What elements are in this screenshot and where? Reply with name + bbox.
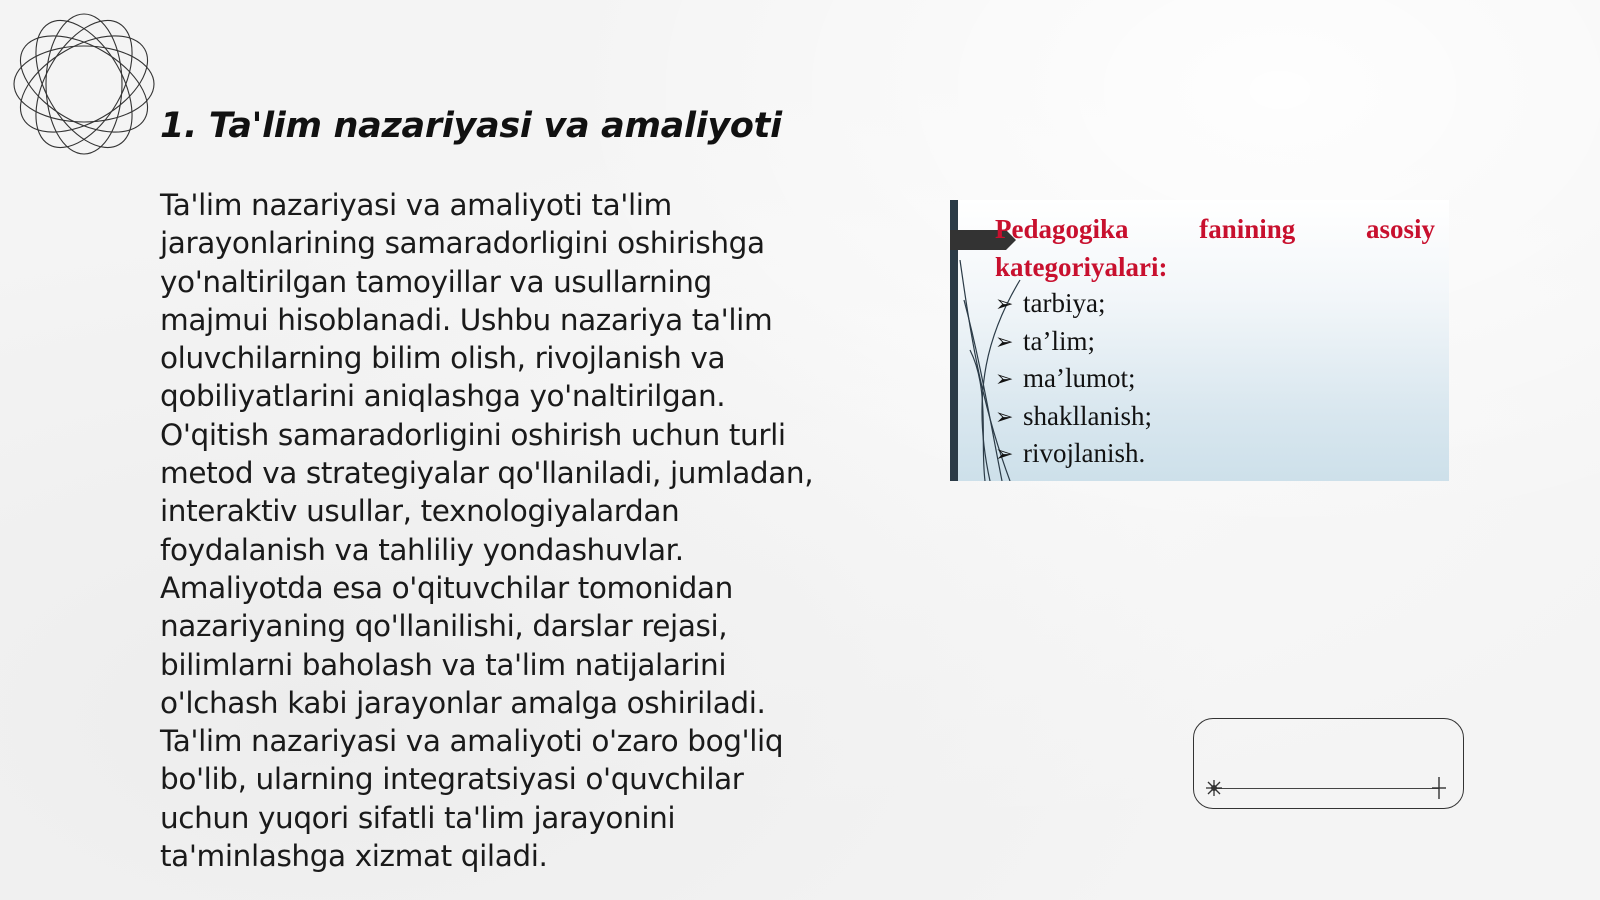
- list-item: [995, 360, 1152, 398]
- categories-list: [995, 285, 1152, 473]
- categories-heading: Pedagogika fanining asosiy kategoriyalari:: [995, 214, 1435, 282]
- category-label: rivojlanish.: [1023, 438, 1146, 468]
- cross-icon: [1432, 777, 1446, 799]
- arrow-bullet-icon: ➢: [995, 328, 1014, 354]
- category-label: ta’lim;: [1023, 325, 1095, 356]
- slide-body-text: Ta'lim nazariyasi va amaliyoti ta'lim jarayonlarining samaradorligini oshirishga yo'naltirilgan tamoyillar va usullarning majmui hisoblanadi. Ushbu nazariya ta'lim oluvchilarning bilim olish, rivojlanish va qobiliyatlarini aniqlashga yo'naltirilgan. O'qitish samaradorligini oshirish uchun turli metod va strategiyalar qo'llaniladi, jumladan, interaktiv usullar, texnologiyalardan foydalanish va tahliliy yondashuvlar. Amaliyotda esa o'qituvchilar tomonidan nazariyaning qo'llanilishi, darslar rejasi, bilimlarni baholash va ta'lim natijalarini o'lchash kabi jarayonlar amalga oshiriladi. Ta'lim nazariyasi va amaliyoti o'zaro bog'liq bo'lib, ularning integratsiyasi o'quvchilar uchun yuqori sifatli ta'lim jarayonini ta'minlashga xizmat qiladi.: [160, 188, 814, 874]
- list-item: [995, 398, 1152, 436]
- spirograph-icon: [10, 10, 158, 158]
- arrow-bullet-icon: ➢: [995, 441, 1014, 466]
- decoration-line: [1214, 788, 1439, 789]
- starburst-icon: [1205, 779, 1223, 797]
- list-item: [995, 323, 1152, 361]
- arrow-bullet-icon: ➢: [995, 366, 1014, 391]
- category-label: shakllanish;: [1023, 400, 1152, 431]
- categories-image: [950, 200, 1449, 481]
- slider-line-decoration: [1193, 718, 1464, 809]
- slide-title: 1. Ta'lim nazariyasi va amaliyoti: [160, 106, 782, 146]
- category-label: tarbiya;: [1023, 288, 1106, 318]
- list-item: [995, 285, 1152, 323]
- category-label: ma’lumot;: [1023, 363, 1136, 393]
- list-item: [995, 435, 1152, 473]
- arrow-bullet-icon: ➢: [995, 291, 1014, 316]
- arrow-bullet-icon: ➢: [995, 403, 1014, 429]
